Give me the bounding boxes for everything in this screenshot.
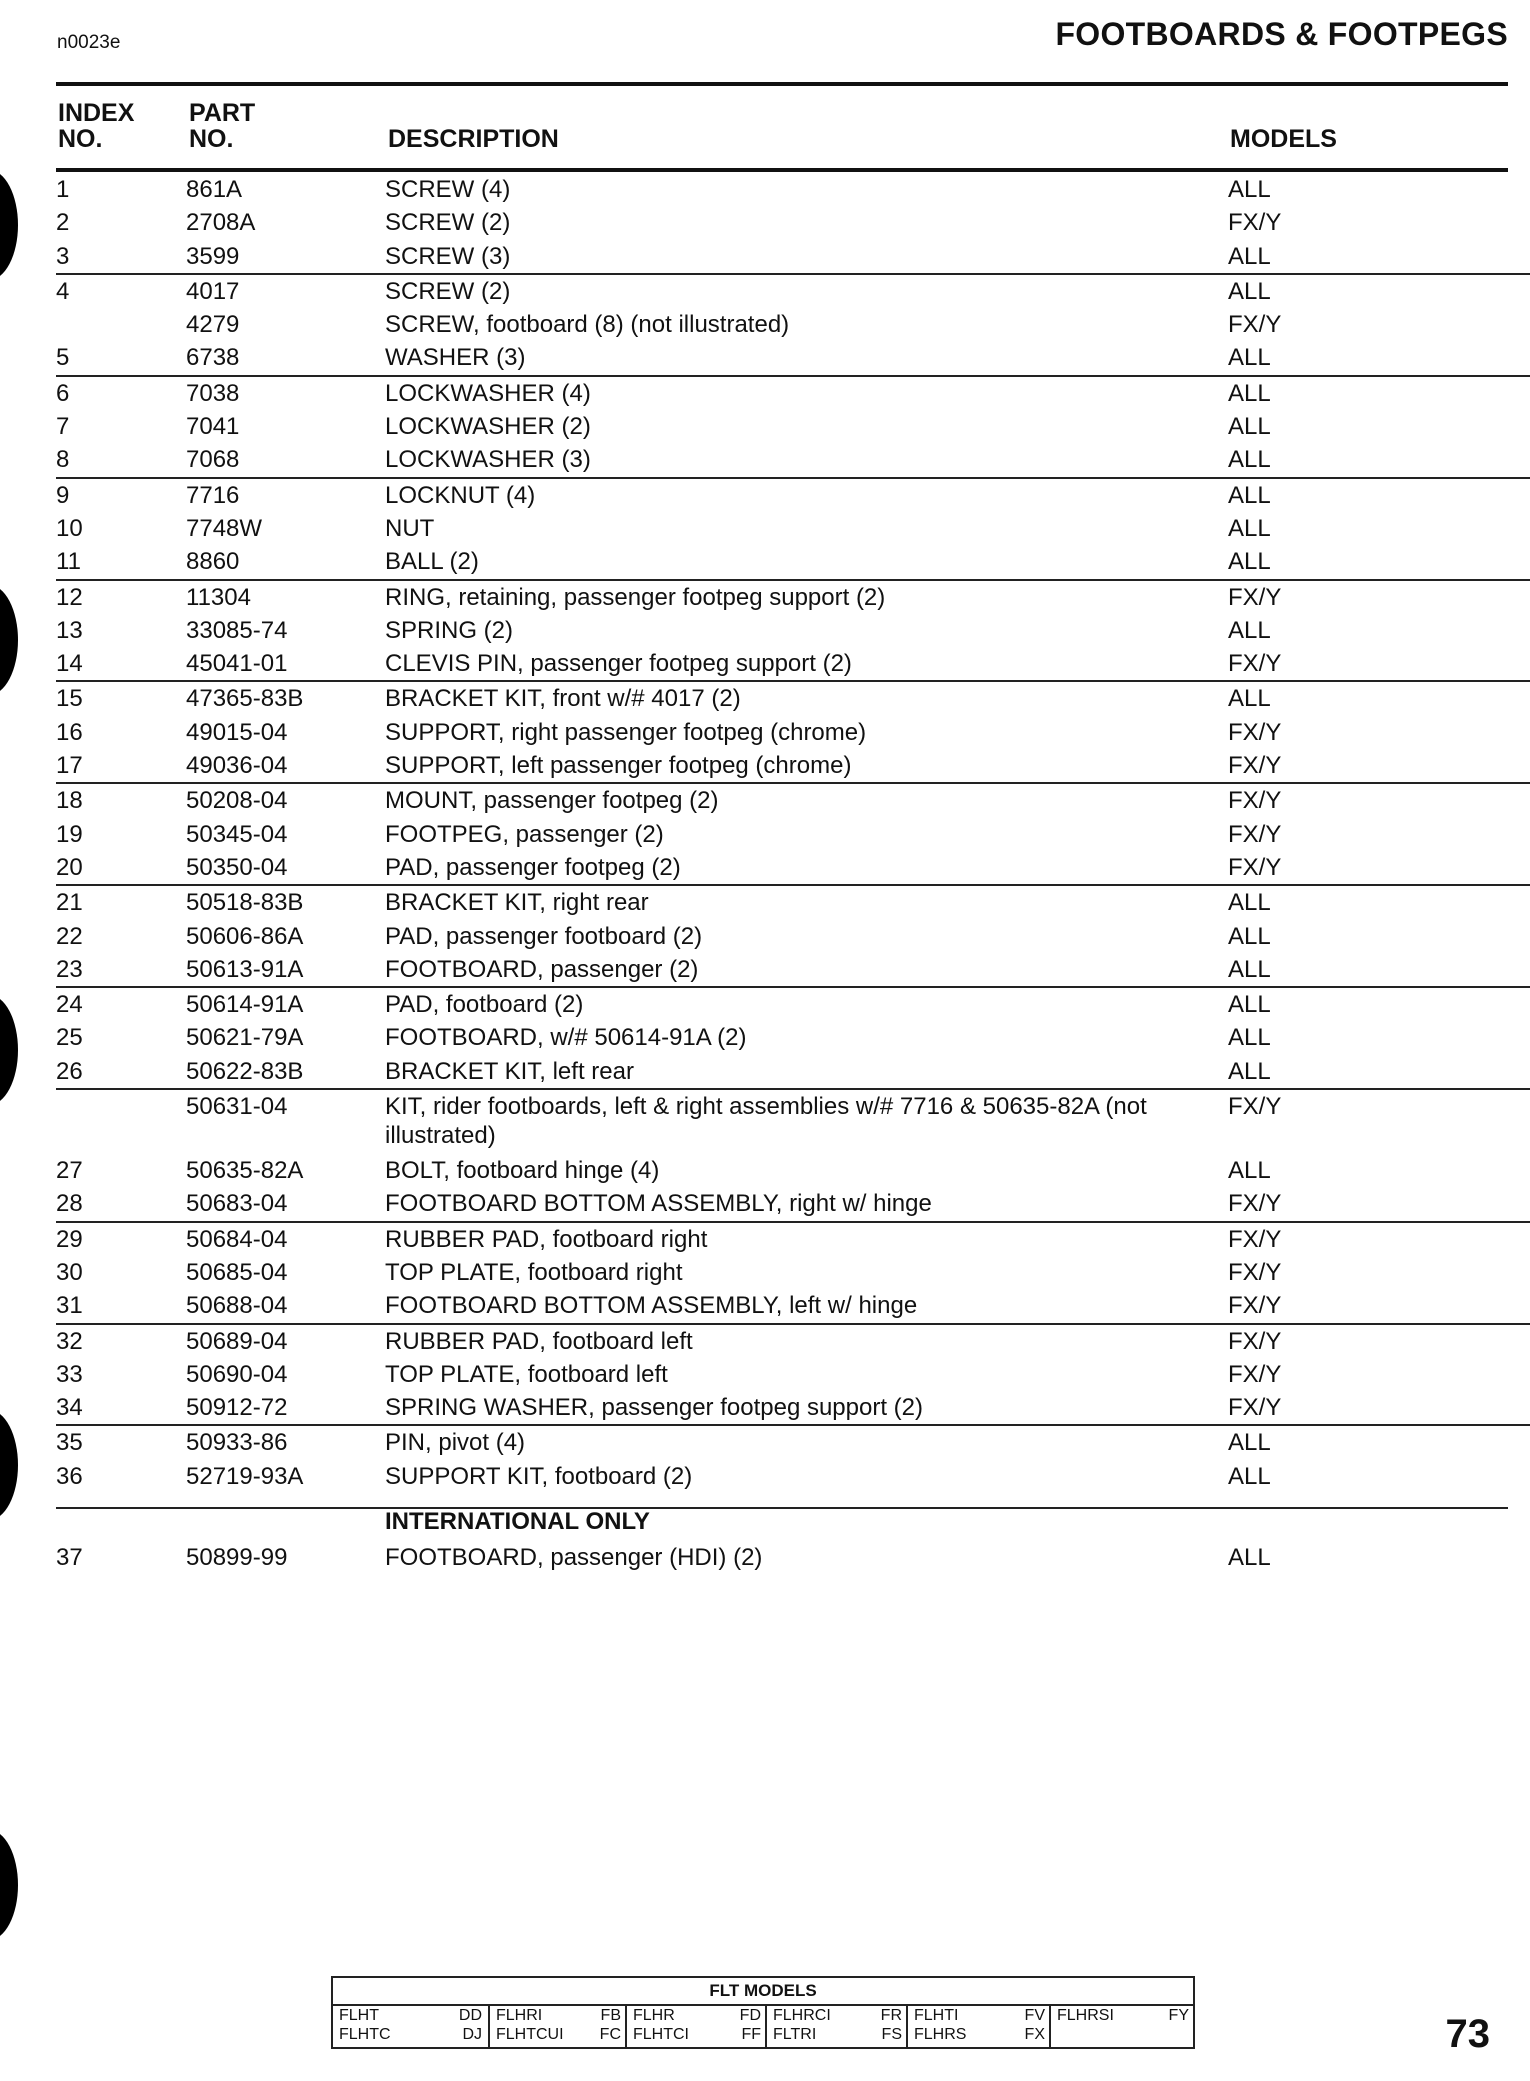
table-row (56, 1221, 1530, 1256)
models-cell: ALL (1228, 922, 1271, 950)
models-cell: FX/Y (1228, 1225, 1282, 1253)
part-header-line2: NO. (189, 125, 234, 153)
table-row (0, 851, 1530, 884)
international-title: INTERNATIONAL ONLY (385, 1508, 650, 1535)
part-cell: 52719-93A (186, 1462, 304, 1490)
flt-model-cell (765, 2006, 908, 2047)
models-cell: FX/Y (1228, 853, 1282, 881)
description-cell: RING, retaining, passenger footpeg support (2) (385, 583, 886, 611)
flt-model-code: FS (881, 2026, 902, 2043)
flt-model-code: FD (739, 2007, 761, 2024)
flt-model-cell (488, 2006, 627, 2047)
description-cell: SCREW (2) (385, 277, 511, 305)
table-row (0, 545, 1530, 578)
part-cell: 8860 (186, 548, 240, 576)
part-cell: 7041 (186, 413, 240, 441)
table-row (0, 1256, 1530, 1289)
flt-model-code: FLTRI (773, 2026, 817, 2043)
index-cell: 36 (56, 1462, 83, 1490)
index-cell: 11 (56, 548, 81, 576)
models-cell: ALL (1228, 277, 1271, 305)
part-cell: 50614-91A (186, 991, 304, 1019)
flt-model-code: FLHTCUI (496, 2026, 564, 2043)
description-cell: PAD, passenger footpeg (2) (385, 853, 681, 881)
table-row (56, 884, 1530, 919)
models-cell: ALL (1228, 1429, 1271, 1457)
description-cell: TOP PLATE, footboard left (385, 1360, 668, 1388)
flt-model-code: FC (599, 2026, 621, 2043)
part-cell: 50613-91A (186, 955, 304, 983)
index-cell: 22 (56, 922, 83, 950)
flt-model-code: FX (1024, 2026, 1045, 2043)
index-cell: 29 (56, 1225, 83, 1253)
index-header-line2: NO. (58, 125, 103, 153)
models-cell: FX/Y (1228, 820, 1282, 848)
part-cell: 2708A (186, 209, 256, 237)
index-cell: 12 (56, 583, 83, 611)
index-cell: 23 (56, 955, 83, 983)
index-header-line1: INDEX (58, 99, 135, 127)
models-cell: FX/Y (1228, 583, 1282, 611)
punch-hole (0, 1830, 18, 1940)
table-row (56, 1088, 1530, 1154)
flt-model-code: FLHRSI (1057, 2007, 1114, 2024)
description-cell: LOCKWASHER (3) (385, 446, 591, 474)
flt-model-code: FLHTI (914, 2007, 959, 2024)
table-row (0, 716, 1530, 749)
table-row (0, 1358, 1530, 1391)
part-cell: 50933-86 (186, 1429, 288, 1457)
index-cell: 4 (56, 277, 70, 305)
index-cell: 19 (56, 820, 83, 848)
index-cell: 37 (56, 1544, 83, 1571)
flt-model-code: DJ (462, 2026, 482, 2043)
description-cell: SUPPORT, right passenger footpeg (chrome) (385, 718, 867, 746)
part-cell: 50631-04 (186, 1093, 288, 1121)
flt-model-code: FB (600, 2007, 621, 2024)
description-cell: LOCKWASHER (4) (385, 379, 591, 407)
index-cell: 33 (56, 1360, 83, 1388)
models-cell: ALL (1228, 991, 1271, 1019)
part-cell: 50689-04 (186, 1327, 288, 1355)
models-cell: FX/Y (1228, 718, 1282, 746)
table-row (0, 1154, 1530, 1187)
models-cell: ALL (1228, 379, 1271, 407)
part-cell: 47365-83B (186, 685, 304, 713)
flt-model-cell (625, 2006, 767, 2047)
models-cell: FX/Y (1228, 650, 1282, 678)
models-cell: FX/Y (1228, 311, 1282, 339)
index-cell: 28 (56, 1190, 83, 1218)
table-row (0, 1187, 1530, 1220)
table-row (56, 375, 1530, 410)
table-row (56, 782, 1530, 817)
part-cell: 50899-99 (186, 1544, 288, 1571)
index-cell: 17 (56, 752, 83, 780)
index-cell: 27 (56, 1157, 83, 1185)
description-cell: CLEVIS PIN, passenger footpeg support (2) (385, 650, 852, 678)
flt-model-code: FV (1024, 2007, 1045, 2024)
part-cell: 33085-74 (186, 616, 288, 644)
part-cell: 50683-04 (186, 1190, 288, 1218)
table-row (0, 953, 1530, 986)
flt-model-code: FF (741, 2026, 761, 2043)
index-cell: 9 (56, 481, 70, 509)
index-cell: 8 (56, 446, 70, 474)
part-cell: 50635-82A (186, 1157, 304, 1185)
table-row (0, 341, 1530, 374)
models-cell: ALL (1228, 344, 1271, 372)
description-cell: MOUNT, passenger footpeg (2) (385, 787, 719, 815)
part-cell: 50208-04 (186, 787, 288, 815)
index-cell: 32 (56, 1327, 83, 1355)
part-cell: 50685-04 (186, 1258, 288, 1286)
index-cell: 35 (56, 1429, 83, 1457)
part-cell: 50621-79A (186, 1024, 304, 1052)
table-row (0, 512, 1530, 545)
index-cell: 2 (56, 209, 70, 237)
flt-model-code: FLHR (633, 2007, 675, 2024)
flt-model-code: FY (1168, 2007, 1189, 2024)
description-cell: RUBBER PAD, footboard right (385, 1225, 708, 1253)
models-cell: FX/Y (1228, 787, 1282, 815)
models-cell: ALL (1228, 446, 1271, 474)
page-title: FOOTBOARDS & FOOTPEGS (1055, 16, 1508, 52)
index-cell: 20 (56, 853, 83, 881)
index-cell: 6 (56, 379, 70, 407)
part-cell: 49036-04 (186, 752, 288, 780)
table-row (0, 173, 1530, 206)
index-cell: 30 (56, 1258, 83, 1286)
table-row (0, 614, 1530, 647)
flt-model-code: FLHTC (339, 2026, 391, 2043)
models-cell: FX/Y (1228, 1093, 1282, 1121)
part-cell: 50684-04 (186, 1225, 288, 1253)
flt-model-code: FLHRS (914, 2026, 967, 2043)
part-cell: 50912-72 (186, 1394, 288, 1422)
flt-model-code: FLHT (339, 2007, 379, 2024)
models-cell: FX/Y (1228, 1258, 1282, 1286)
models-cell: FX/Y (1228, 1360, 1282, 1388)
table-row (0, 410, 1530, 443)
table-row (0, 1460, 1530, 1493)
table-row (0, 240, 1530, 273)
table-row (56, 1323, 1530, 1358)
table-row (0, 1391, 1530, 1424)
description-cell: PAD, passenger footboard (2) (385, 922, 703, 950)
part-cell: 6738 (186, 344, 240, 372)
table-row (0, 308, 1530, 341)
models-cell: ALL (1228, 1462, 1271, 1490)
international-rule (56, 1507, 1508, 1509)
description-cell: FOOTBOARD, passenger (2) (385, 955, 699, 983)
part-cell: 7716 (186, 481, 240, 509)
table-row (0, 647, 1530, 680)
table-row (0, 920, 1530, 953)
header-rule (56, 82, 1508, 86)
description-cell: SPRING (2) (385, 616, 514, 644)
part-cell: 50350-04 (186, 853, 288, 881)
models-cell: ALL (1228, 242, 1271, 270)
flt-model-code: FLHTCI (633, 2026, 689, 2043)
index-cell: 25 (56, 1024, 83, 1052)
flt-model-code: DD (458, 2007, 482, 2024)
description-cell: BRACKET KIT, front w/# 4017 (2) (385, 685, 741, 713)
models-cell: FX/Y (1228, 1327, 1282, 1355)
description-cell: SUPPORT KIT, footboard (2) (385, 1462, 693, 1490)
part-header-line1: PART (189, 99, 256, 127)
table-row (0, 1055, 1530, 1088)
index-no-header (58, 100, 134, 152)
table-row (0, 1021, 1530, 1054)
description-cell: SCREW, footboard (8) (not illustrated) (385, 311, 790, 339)
index-cell: 13 (56, 616, 83, 644)
table-row (0, 749, 1530, 782)
models-cell: ALL (1228, 1157, 1271, 1185)
part-cell: 4017 (186, 277, 240, 305)
description-cell: SCREW (2) (385, 209, 511, 237)
models-cell: ALL (1228, 548, 1271, 576)
index-cell: 14 (56, 650, 83, 678)
description-cell: SUPPORT, left passenger footpeg (chrome) (385, 752, 852, 780)
part-no-header (189, 100, 255, 152)
models-cell: FX/Y (1228, 209, 1282, 237)
models-cell: FX/Y (1228, 1292, 1282, 1320)
models-cell: ALL (1228, 413, 1271, 441)
models-cell: ALL (1228, 514, 1271, 542)
table-row (0, 443, 1530, 476)
index-cell: 3 (56, 242, 70, 270)
description-cell: FOOTBOARD BOTTOM ASSEMBLY, left w/ hinge (385, 1292, 918, 1320)
flt-model-code: FLHRCI (773, 2007, 831, 2024)
table-row (0, 1541, 1530, 1574)
part-cell: 7748W (186, 514, 263, 542)
table-row (56, 579, 1530, 614)
flt-model-cell (906, 2006, 1051, 2047)
flt-model-cell (1049, 2006, 1195, 2047)
table-row (0, 1289, 1530, 1322)
description-cell: RUBBER PAD, footboard left (385, 1327, 693, 1355)
part-cell: 45041-01 (186, 650, 288, 678)
models-cell: ALL (1228, 1544, 1271, 1571)
flt-model-cell (333, 2006, 488, 2047)
description-cell: BALL (2) (385, 548, 479, 576)
description-cell: BRACKET KIT, left rear (385, 1057, 634, 1085)
index-cell: 10 (56, 514, 83, 542)
part-cell: 4279 (186, 311, 240, 339)
models-cell: ALL (1228, 889, 1271, 917)
description-cell: KIT, rider footboards, left & right assemblies w/# 7716 & 50635-82A (not illustrated) (385, 1093, 1147, 1150)
parts-table (0, 173, 1530, 1493)
description-cell: SPRING WASHER, passenger footpeg support (2) (385, 1394, 924, 1422)
models-cell: FX/Y (1228, 1394, 1282, 1422)
description-cell: SCREW (4) (385, 176, 511, 203)
index-cell: 34 (56, 1394, 83, 1422)
models-cell: ALL (1228, 176, 1271, 203)
models-cell: ALL (1228, 616, 1271, 644)
description-cell: TOP PLATE, footboard right (385, 1258, 683, 1286)
table-row (56, 986, 1530, 1021)
index-cell: 24 (56, 991, 83, 1019)
models-cell: ALL (1228, 1024, 1271, 1052)
table-row (56, 680, 1530, 715)
table-row (56, 273, 1530, 308)
models-header: MODELS (1230, 125, 1337, 153)
page-number: 73 (1445, 2012, 1490, 2056)
description-cell: NUT (385, 514, 435, 542)
flt-models-title: FLT MODELS (709, 1981, 817, 2000)
models-cell: FX/Y (1228, 1190, 1282, 1218)
part-cell: 11304 (186, 583, 251, 611)
index-cell: 1 (56, 176, 70, 203)
index-cell: 15 (56, 685, 83, 713)
index-cell: 26 (56, 1057, 83, 1085)
part-cell: 50688-04 (186, 1292, 288, 1320)
flt-models-box (331, 1976, 1195, 2049)
description-cell: BOLT, footboard hinge (4) (385, 1157, 660, 1185)
description-cell: LOCKWASHER (2) (385, 413, 591, 441)
part-cell: 50518-83B (186, 889, 304, 917)
index-cell: 21 (56, 889, 83, 917)
flt-model-code: FLHRI (496, 2007, 543, 2024)
models-cell: ALL (1228, 481, 1271, 509)
part-cell: 50622-83B (186, 1057, 304, 1085)
part-cell: 3599 (186, 242, 240, 270)
models-cell: ALL (1228, 955, 1271, 983)
description-cell: FOOTPEG, passenger (2) (385, 820, 664, 848)
part-cell: 49015-04 (186, 718, 288, 746)
part-cell: 7038 (186, 379, 240, 407)
description-cell: LOCKNUT (4) (385, 481, 536, 509)
part-cell: 50606-86A (186, 922, 304, 950)
index-cell: 18 (56, 787, 83, 815)
index-cell: 7 (56, 413, 70, 441)
flt-model-code: FR (880, 2007, 902, 2024)
table-row (0, 818, 1530, 851)
index-cell: 31 (56, 1292, 83, 1320)
description-cell: FOOTBOARD, passenger (HDI) (2) (385, 1544, 763, 1571)
description-cell: PIN, pivot (4) (385, 1429, 526, 1457)
models-cell: FX/Y (1228, 752, 1282, 780)
description-cell: WASHER (3) (385, 344, 526, 372)
description-cell: FOOTBOARD BOTTOM ASSEMBLY, right w/ hinge (385, 1190, 932, 1218)
part-cell: 50690-04 (186, 1360, 288, 1388)
table-header-rule (56, 168, 1508, 172)
table-row (0, 206, 1530, 239)
table-row (56, 477, 1530, 512)
description-cell: BRACKET KIT, right rear (385, 889, 649, 917)
part-cell: 50345-04 (186, 820, 288, 848)
description-cell: FOOTBOARD, w/# 50614-91A (2) (385, 1024, 747, 1052)
table-row (56, 1424, 1530, 1459)
index-cell: 5 (56, 344, 70, 372)
description-cell: SCREW (3) (385, 242, 511, 270)
document-code: n0023e (57, 32, 121, 53)
part-cell: 861A (186, 176, 243, 203)
description-cell: PAD, footboard (2) (385, 991, 584, 1019)
models-cell: ALL (1228, 685, 1271, 713)
part-cell: 7068 (186, 446, 240, 474)
index-cell: 16 (56, 718, 83, 746)
description-header: DESCRIPTION (388, 125, 559, 153)
models-cell: ALL (1228, 1057, 1271, 1085)
